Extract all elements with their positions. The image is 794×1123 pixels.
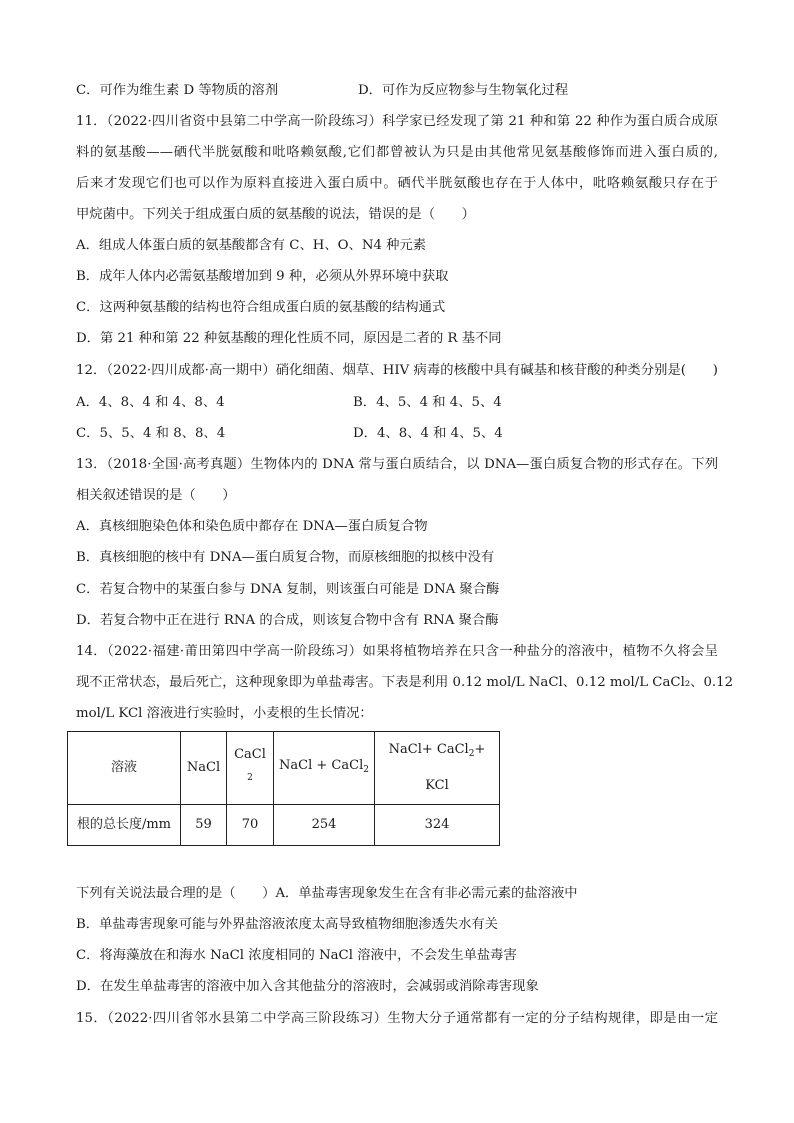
table-header-nacl-cacl2-kcl [375,732,500,805]
q12-option-c: C．5、5、4 和 8、8、4 [76,426,226,441]
mix2-label: NaCl+ CaCl [388,742,469,757]
table-cell: 70 [227,805,274,846]
mix2-plus: + [474,742,486,757]
q11-stem-line-3: 后来才发现它们也可以作为原料直接进入蛋白质中。硒代半胱氨酸也存在于人体中，吡咯赖氨酸只存在于 [76,176,718,191]
cacl2-subscript: 2 [247,773,253,783]
cacl2-label: CaCl [234,747,266,762]
q13-option-c: C．若复合物中的某蛋白参与 DNA 复制，则该蛋白可能是 DNA 聚合酶 [76,582,500,597]
q11-stem-line-1: 11．（2022·四川省资中县第二中学高一阶段练习）科学家已经发现了第 21 种和第 22 种作为蛋白质合成原 [76,114,718,129]
solution-table [67,731,500,846]
q13-stem-line-1: 13．（2018·全国·高考真题）生物体内的 DNA 常与蛋白质结合，以 DNA—蛋白质复合物的形式存在。下列 [76,457,718,472]
q11-option-d: D．第 21 种和第 22 种氨基酸的理化性质不同，原因是二者的 R 基不同 [76,331,502,346]
table-cell: 59 [181,805,227,846]
q12-option-a: A．4、8、4 和 4、8、4 [76,395,225,410]
mix1-label: NaCl + CaCl [279,758,364,773]
table-header-nacl-cacl2 [274,732,375,805]
q11-option-b: B．成年人体内必需氨基酸增加到 9 种，必须从外界环境中获取 [76,269,449,284]
q11-stem-line-4: 甲烷菌中。下列关于组成蛋白质的氨基酸的说法，错误的是（ ） [76,207,475,222]
q11-stem-line-2: 料的氨基酸——硒代半胱氨酸和吡咯赖氨酸,它们都曾被认为只是由其他常见氨基酸修饰而进入蛋白质的, [76,145,718,160]
q14-option-d: D．在发生单盐毒害的溶液中加入含其他盐分的溶液时，会减弱或消除毒害现象 [76,979,539,994]
q13-stem-line-2: 相关叙述错误的是（ ） [76,488,236,503]
q13-option-d: D．若复合物中正在进行 RNA 的合成，则该复合物中含有 RNA 聚合酶 [76,613,499,628]
table-cell: 324 [375,805,500,846]
table-header-nacl: NaCl [181,732,227,805]
table-header-root-length: 根的总长度/mm [68,805,181,846]
q14-option-b: B．单盐毒害现象可能与外界盐溶液浓度太高导致植物细胞渗透失水有关 [76,917,498,932]
q13-option-a: A．真核细胞染色体和染色质中都存在 DNA—蛋白质复合物 [76,519,428,534]
q11-option-c: C．这两种氨基酸的结构也符合组成蛋白质的氨基酸的结构通式 [76,300,446,315]
q12-stem: 12．（2022·四川成都·高一期中）硝化细菌、烟草、HIV 病毒的核酸中具有碱基和核苷酸的种类分别是( ) [76,363,718,378]
table-row [68,732,500,805]
q15-stem: 15．（2022·四川省邻水县第二中学高三阶段练习）生物大分子通常都有一定的分子结构规律，即是由一定 [76,1011,718,1026]
q12-option-d: D．4、8、4 和 4、5、4 [353,426,503,441]
q14-question-and-option-a: 下列有关说法最合理的是（ ）A．单盐毒害现象发生在含有非必需元素的盐溶液中 [76,886,578,901]
q13-option-b: B．真核细胞的核中有 DNA—蛋白质复合物，而原核细胞的拟核中没有 [76,550,495,565]
q14-stem-line-1: 14．（2022·福建·莆田第四中学高一阶段练习）如果将植物培养在只含一种盐分的溶液中，植物不久将会呈 [76,644,718,659]
q14-stem-line-2: 现不正常状态，最后死亡，这种现象即为单盐毒害。下表是利用 0.12 mol/L NaCl、0.12 mol/L CaCl₂、0.12 [76,675,734,690]
table-row [68,805,500,846]
q10-option-d: D．可作为反应物参与生物氧化过程 [358,83,569,98]
table-header-cacl2 [227,732,274,805]
table-cell: 254 [274,805,375,846]
q11-option-a: A．组成人体蛋白质的氨基酸都含有 C、H、O、N4 种元素 [76,238,427,253]
mix2-subscript: 2 [468,749,475,759]
mix2-kcl: KCl [425,778,449,793]
q12-option-b: B．4、5、4 和 4、5、4 [353,395,502,410]
mix1-subscript: 2 [363,765,369,775]
q14-option-c: C．将海藻放在和海水 NaCl 浓度相同的 NaCl 溶液中，不会发生单盐毒害 [76,948,517,963]
table-header-solution: 溶液 [68,732,181,805]
q10-option-c: C．可作为维生素 D 等物质的溶剂 [76,83,279,98]
q14-stem-line-3: mol/L KCl 溶液进行实验时，小麦根的生长情况： [76,706,373,721]
